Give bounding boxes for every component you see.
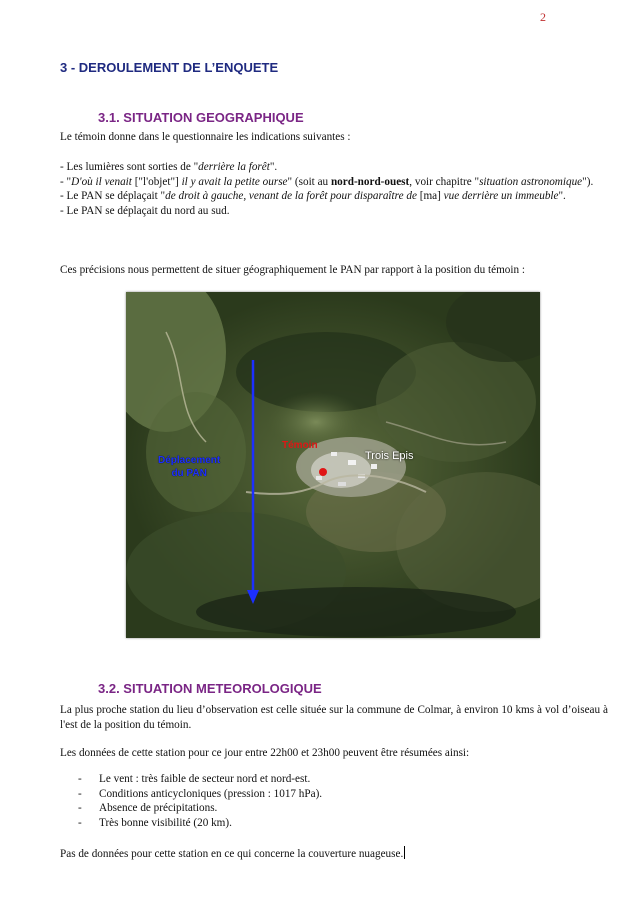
indication-2: - "D'où il venait ["l'objet"] il y avait la petite ourse" (soit au nord-nord-ouest, voir chapitre "situation astronomique").	[60, 175, 594, 188]
map-label-movement: Déplacement du PAN	[158, 455, 221, 479]
meteo-conditions-list	[78, 772, 322, 830]
list-item: - Très bonne visibilité (20 km).	[78, 816, 232, 829]
meteo-section-title: 3.2. SITUATION METEOROLOGIQUE	[98, 681, 322, 696]
list-item: - Absence de précipitations.	[78, 802, 218, 814]
indication-1: - Les lumières sont sorties de "derrière la forêt".	[60, 161, 278, 173]
satellite-map	[126, 292, 540, 638]
section-title: 3 - DEROULEMENT DE L’ENQUETE	[60, 60, 279, 75]
witness-dot	[319, 468, 327, 476]
meteo-paragraph-2: Les données de cette station pour ce jour entre 22h00 et 23h00 peuvent être résumées ainsi:	[60, 747, 470, 759]
map-label-witness: Témoin	[282, 440, 318, 451]
list-item: - Conditions anticycloniques (pression : 1017 hPa).	[78, 787, 323, 800]
geo-indications	[60, 160, 608, 218]
indication-4: - Le PAN se déplaçait du nord au sud.	[60, 204, 230, 217]
map-label-town: Trois Epis	[365, 450, 414, 462]
geo-intro: Le témoin donne dans le questionnaire les indications suivantes :	[60, 131, 351, 143]
page-number: 2	[540, 10, 546, 24]
indication-3: - Le PAN se déplaçait "de droit à gauche, venant de la forêt pour disparaître de [ma] vue derrière un immeuble".	[60, 190, 566, 202]
geo-conclusion: Ces précisions nous permettent de situer géographiquement le PAN par rapport à la position du témoin :	[60, 264, 526, 276]
geo-section-title: 3.1. SITUATION GEOGRAPHIQUE	[98, 110, 304, 125]
meteo-paragraph-1: La plus proche station du lieu d’observation est celle située sur la commune de Colmar, à environ 10 kms à vol d’oiseau à l'est de la position du témoin.	[60, 704, 608, 731]
meteo-paragraph-3: Pas de données pour cette station en ce qui concerne la couverture nuageuse.	[60, 848, 404, 860]
text-cursor	[404, 846, 405, 859]
list-item: - Le vent : très faible de secteur nord et nord-est.	[78, 773, 311, 785]
